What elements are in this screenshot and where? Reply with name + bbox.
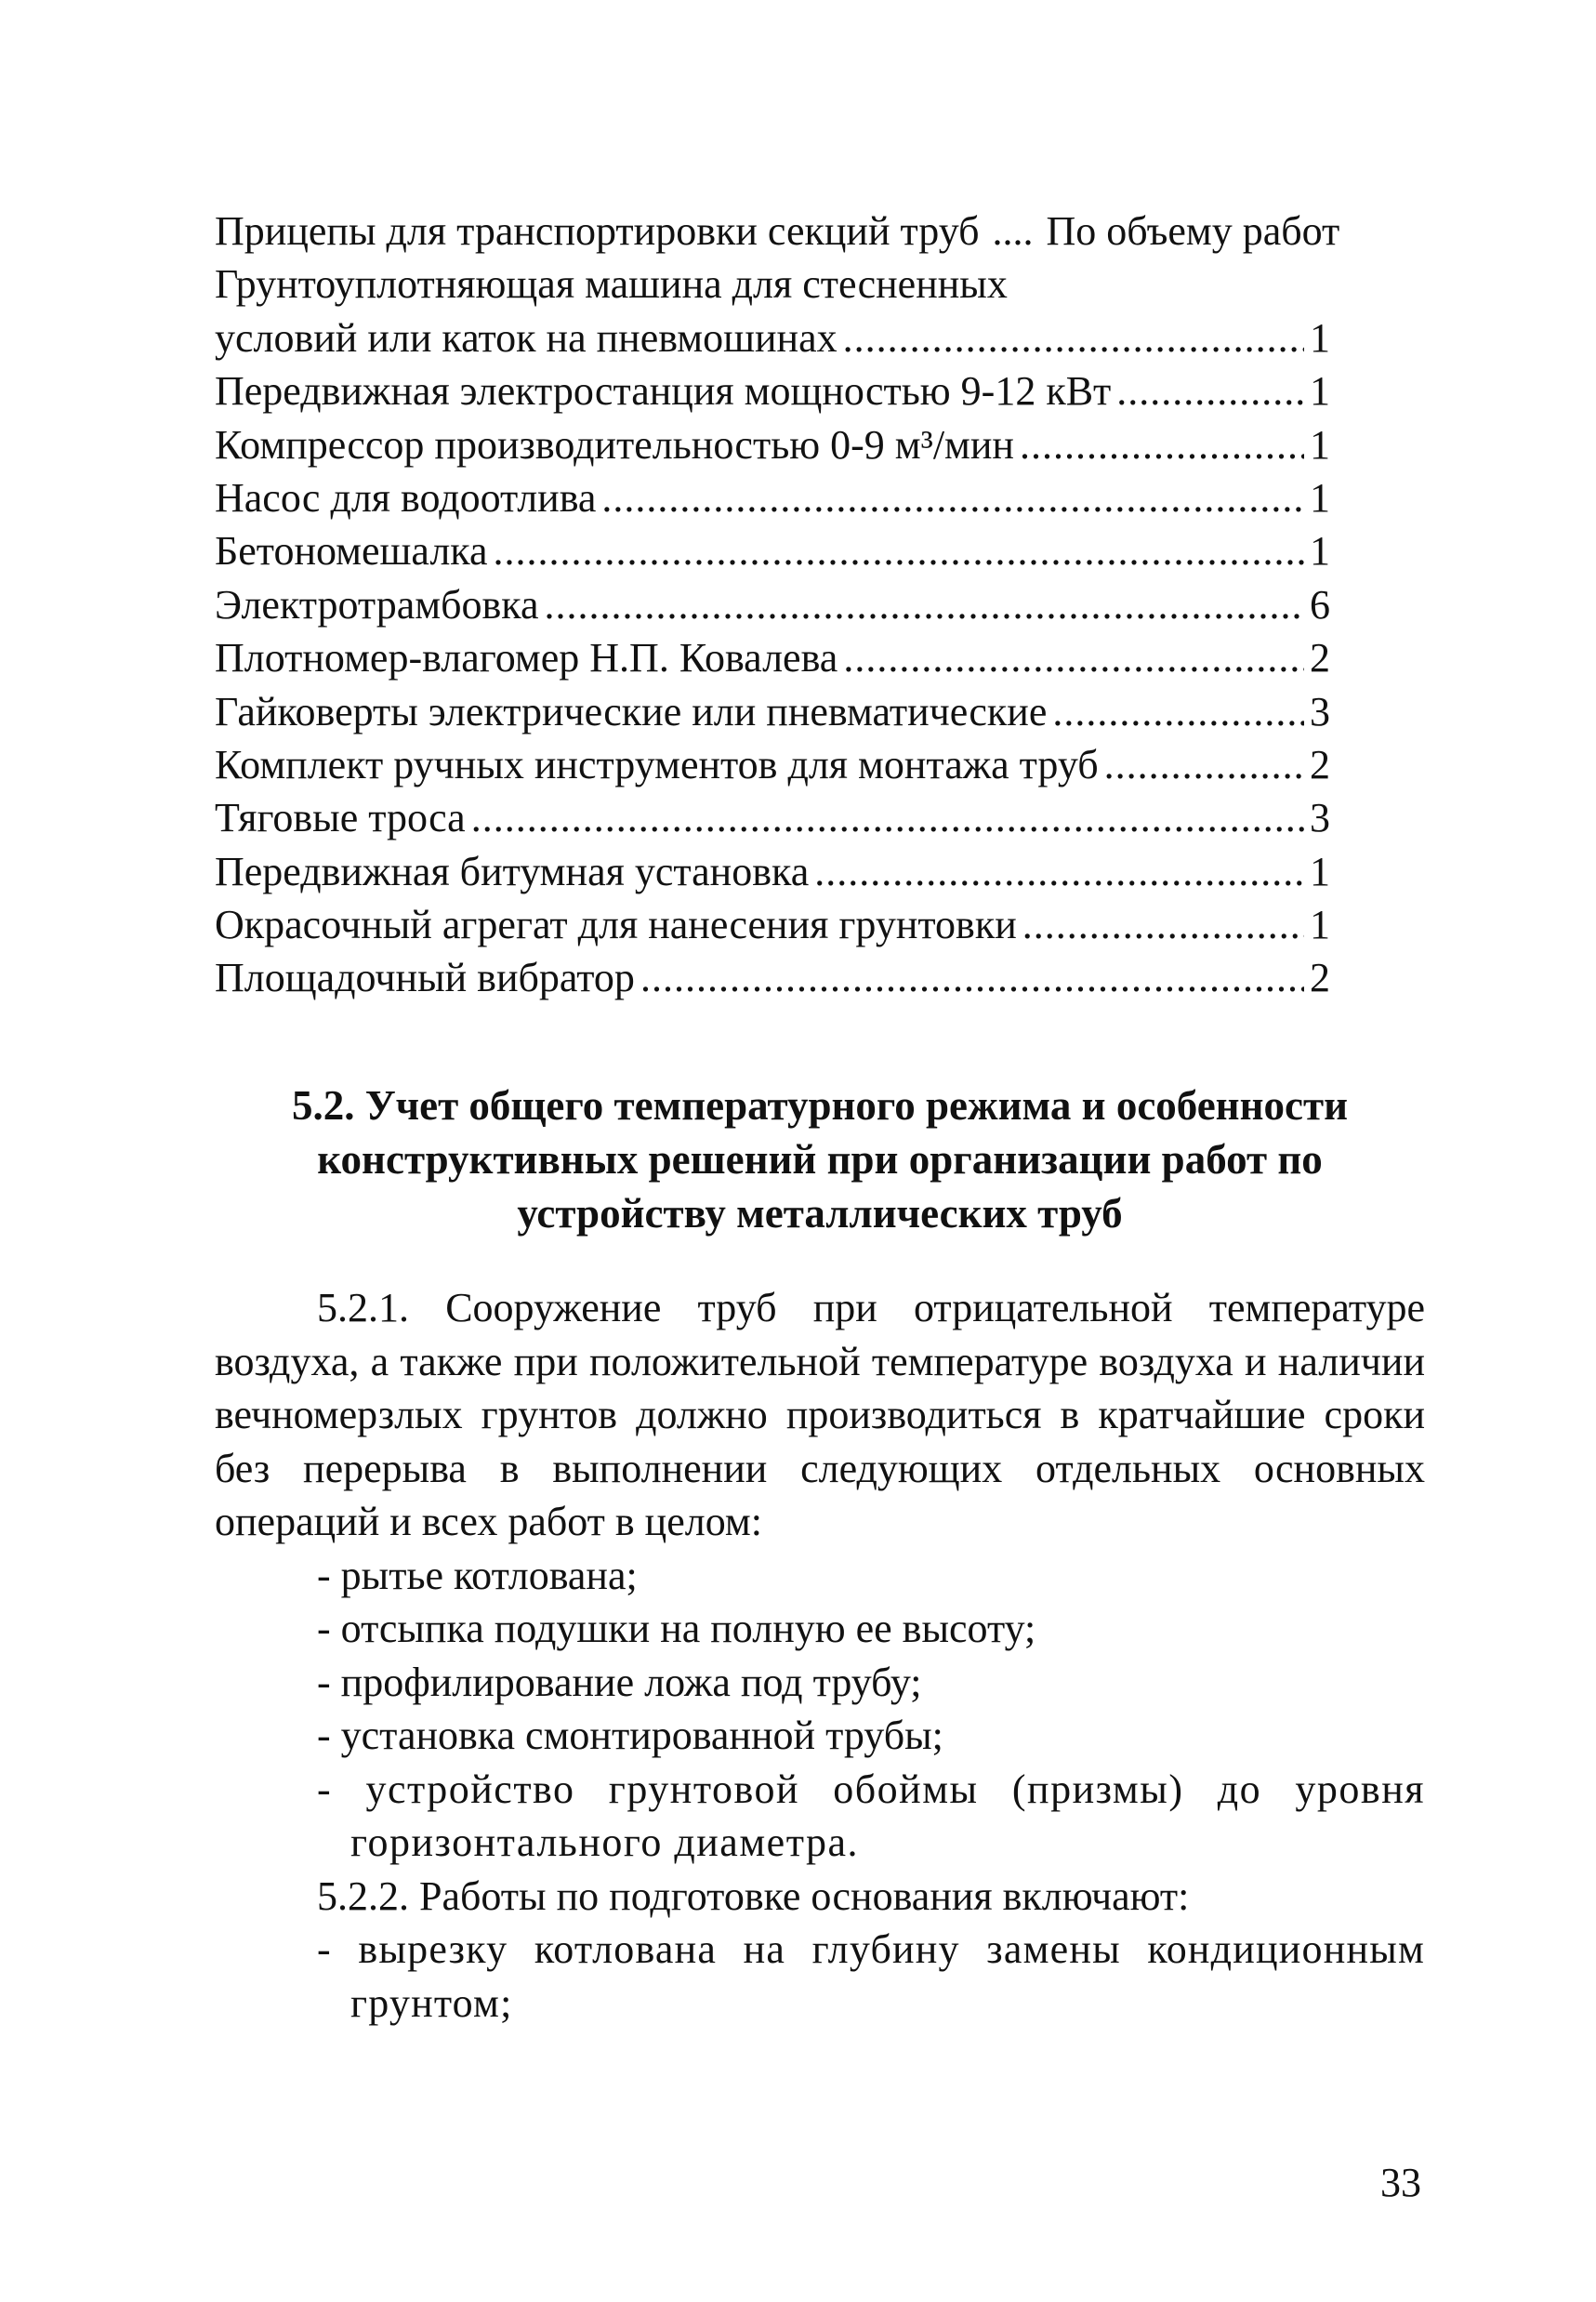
equipment-list — [215, 205, 1425, 1005]
equipment-name: Плотномер-влагомер Н.П. Ковалева — [215, 635, 838, 681]
equipment-row-pump — [215, 471, 1330, 524]
equipment-qty: 1 — [1310, 902, 1330, 948]
equipment-row-vibrator — [215, 951, 1330, 1004]
dot-leader — [1020, 418, 1304, 471]
equipment-leader: .... — [992, 208, 1034, 254]
equipment-row-bitumen-unit — [215, 845, 1330, 898]
equipment-name: Бетономешалка — [215, 528, 488, 575]
equipment-qty: 1 — [1310, 474, 1330, 521]
dot-leader — [601, 471, 1304, 524]
page-number: 33 — [1380, 2160, 1421, 2205]
dot-leader — [544, 578, 1304, 631]
list-item: - рытье котлована; — [317, 1552, 638, 1598]
equipment-name: Комплект ручных инструментов для монтажа труб — [215, 741, 1099, 787]
bullet-list-operations — [215, 1549, 1425, 1870]
equipment-row-cables — [215, 791, 1330, 844]
list-item: - профилирование ложа под трубу; — [317, 1659, 922, 1705]
equipment-qty: 1 — [1310, 368, 1330, 415]
section-heading-line: устройству металлических труб — [517, 1190, 1123, 1237]
equipment-qty: 1 — [1310, 421, 1330, 468]
list-item: - установка смонтированной трубы; — [317, 1713, 943, 1758]
paragraph-5-2-2: 5.2.2. Работы по подготовке основания включают: — [317, 1872, 1190, 1919]
equipment-qty: 3 — [1310, 795, 1330, 841]
dot-leader — [1116, 364, 1304, 417]
equipment-name: Передвижная битумная установка — [215, 848, 810, 894]
paragraph-text: 5.2.1. Сооружение труб при отрицательной температуре воздуха, а также при положительной температуре воздуха и наличии вечномерзлых грунтов должно производиться в кратчайшие сроки без перерыва в выполнении следующих отдельных основных операций и всех работ в целом: — [215, 1285, 1425, 1544]
equipment-row-concrete-mixer — [215, 524, 1330, 577]
equipment-qty: 6 — [1310, 581, 1330, 628]
equipment-name: Тяговые троса — [215, 795, 466, 841]
dot-leader — [494, 524, 1304, 577]
equipment-row-compactor-line2 — [215, 311, 1330, 364]
section-heading — [215, 1078, 1425, 1240]
equipment-qty: 2 — [1310, 741, 1330, 787]
equipment-row-wrenches — [215, 685, 1330, 738]
equipment-row-rammer — [215, 578, 1330, 631]
section-heading-line: конструктивных решений при организации работ по — [317, 1136, 1323, 1183]
equipment-name: Прицепы для транспортировки секций труб — [215, 208, 980, 254]
equipment-name: Компрессор производительностью 0-9 м³/мин — [215, 421, 1014, 468]
dot-leader — [1022, 898, 1304, 951]
dot-leader — [640, 951, 1304, 1004]
equipment-name: Передвижная электростанция мощностью 9-12 кВт — [215, 368, 1112, 415]
bullet-list-foundation — [215, 1923, 1425, 2030]
equipment-name: Окрасочный агрегат для нанесения грунтовки — [215, 902, 1017, 948]
equipment-row-paint-sprayer — [215, 898, 1330, 951]
dot-leader — [1104, 738, 1304, 791]
body-text — [215, 1281, 1425, 2030]
list-item: - устройство грунтовой обоймы (призмы) до уровня горизонтального диаметра. — [317, 1766, 1425, 1865]
equipment-name: Насос для водоотлива — [215, 474, 597, 521]
list-item: - вырезку котлована на глубину замены кондиционным грунтом; — [317, 1926, 1425, 2026]
dot-leader — [843, 631, 1304, 684]
dot-leader — [843, 311, 1304, 364]
equipment-name: Площадочный вибратор — [215, 955, 635, 1001]
equipment-row-compactor-line1 — [215, 258, 1425, 311]
equipment-row-compressor — [215, 418, 1330, 471]
paragraph-5-2-1 — [215, 1281, 1425, 1549]
equipment-qty: 1 — [1310, 848, 1330, 894]
equipment-row-density-meter — [215, 631, 1330, 684]
equipment-name: Грунтоуплотняющая машина для стесненных — [215, 261, 1008, 308]
equipment-qty: По объему работ — [1046, 208, 1340, 254]
equipment-name: условий или каток на пневмошинах — [215, 314, 838, 361]
dot-leader — [814, 845, 1304, 898]
equipment-qty: 1 — [1310, 314, 1330, 361]
equipment-name: Гайковерты электрические или пневматические — [215, 688, 1048, 734]
equipment-qty: 2 — [1310, 955, 1330, 1001]
dot-leader — [471, 791, 1304, 844]
equipment-row-trailers — [215, 205, 1425, 258]
equipment-qty: 1 — [1310, 528, 1330, 575]
dot-leader — [1052, 685, 1304, 738]
equipment-qty: 2 — [1310, 635, 1330, 681]
equipment-row-power-station — [215, 364, 1330, 417]
list-item: - отсыпка подушки на полную ее высоту; — [317, 1606, 1036, 1651]
equipment-name: Электротрамбовка — [215, 581, 539, 628]
section-heading-line: 5.2. Учет общего температурного режима и особенности — [291, 1082, 1349, 1129]
equipment-row-hand-tools — [215, 738, 1330, 791]
equipment-qty: 3 — [1310, 688, 1330, 734]
